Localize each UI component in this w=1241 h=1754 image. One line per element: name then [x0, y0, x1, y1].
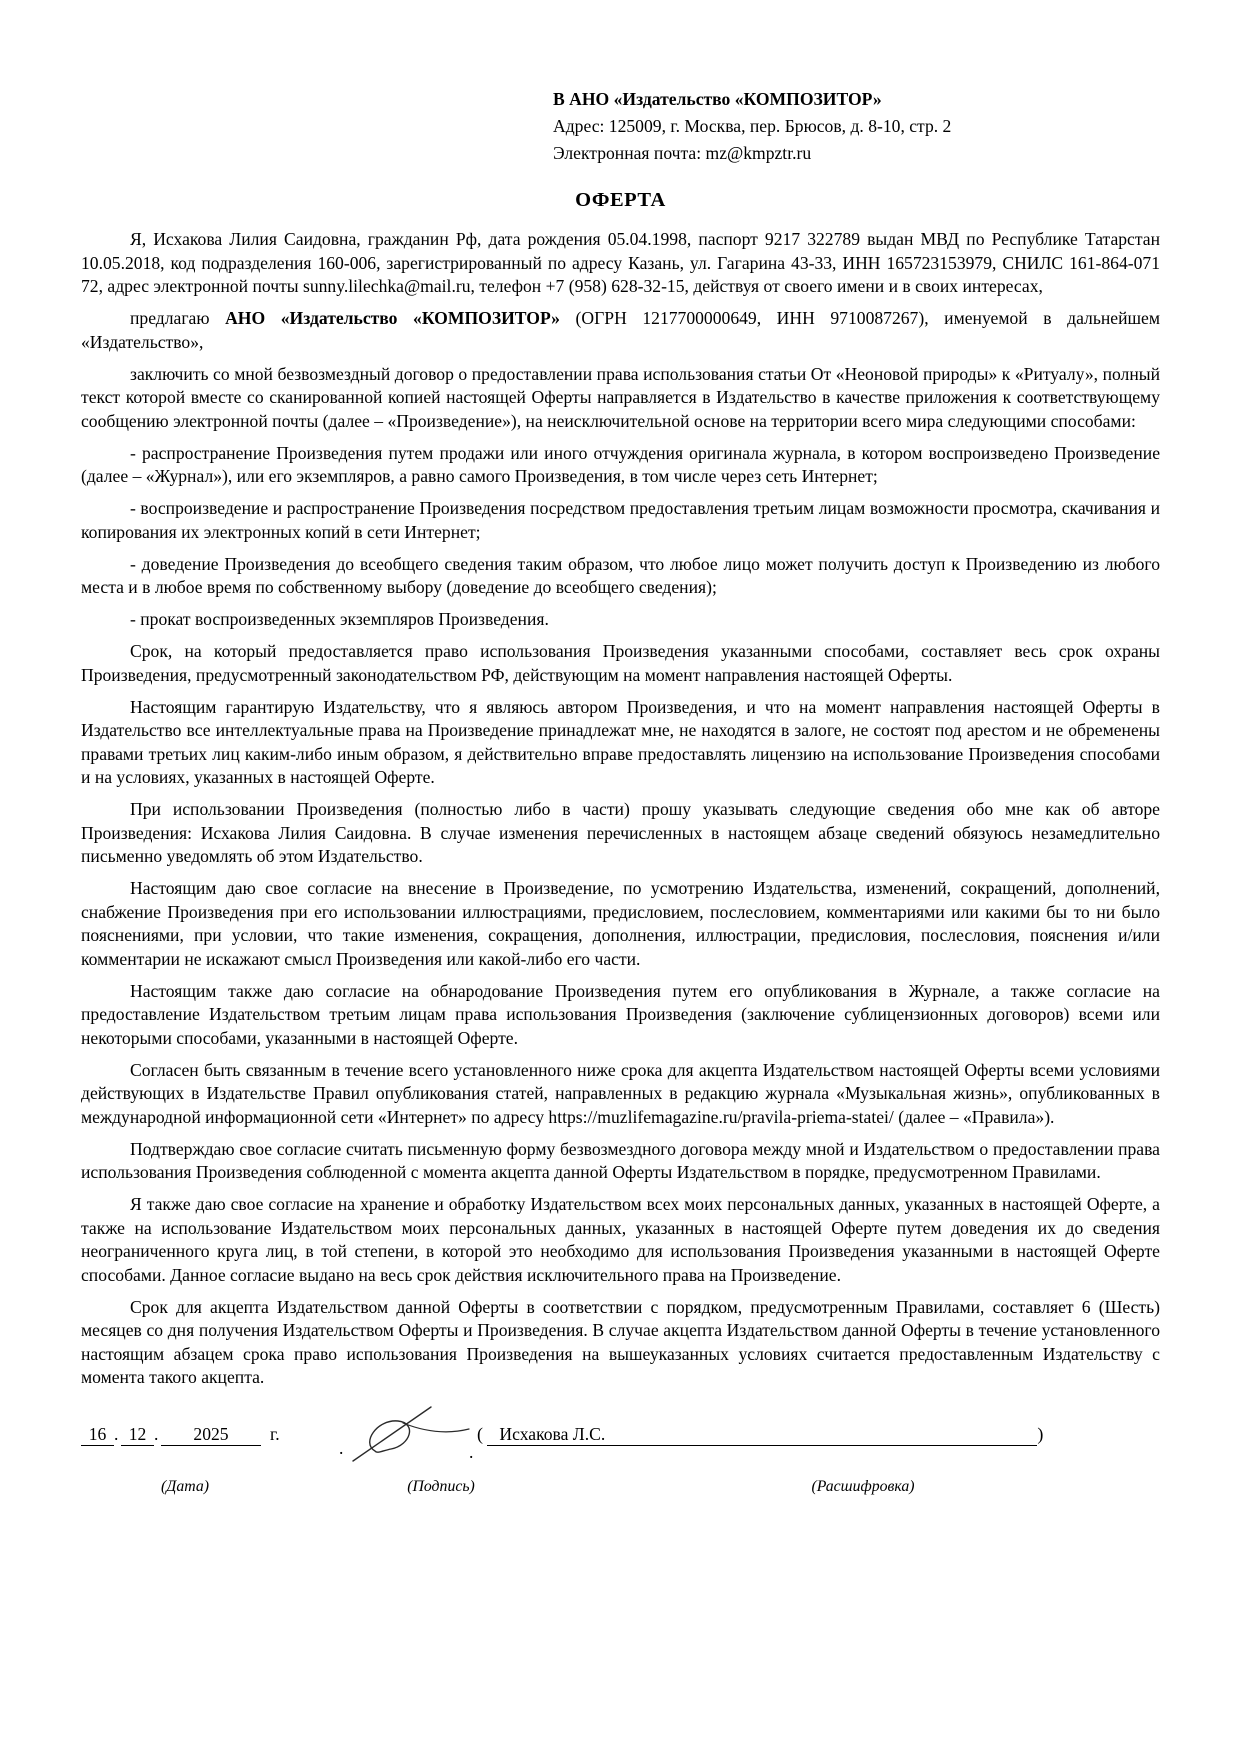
paragraph: [81, 798, 1160, 869]
date-field: [81, 1424, 280, 1446]
paragraph: [81, 877, 1160, 971]
open-paren: (: [477, 1423, 483, 1444]
paragraph-text: Настоящим гарантирую Издательству, что я являюсь автором Произведения, и что на момент направления настоящей Оферты в Издательство все интеллектуальные права на Произведение принадлежат мне, не находятся в залоге, не состоят под арестом и не обременены правами третьих лиц каким-либо иным образом, я действительно вправе предоставлять лицензию на использование Произведения способами и на условиях, указанных в настоящей Оферте.: [81, 696, 1160, 787]
document-body: [81, 228, 1160, 1390]
paragraph-text: При использовании Произведения (полностью либо в части) прошу указывать следующие сведения обо мне как об авторе Произведения: Исхакова Лилия Саидовна. В случае изменения перечисленных в настоящем абзаце сведений обязуюсь незамедлительно письменно уведомлять об этом Издательство.: [81, 799, 1160, 866]
label-date: (Дата): [161, 1477, 209, 1495]
paragraph-text: Настоящим также даю согласие на обнародование Произведения путем его опубликования в Журнале, а также согласие на предоставление Издательством третьим лицам права использования Произведения (заключение сублицензионных договоров) всеми или некоторыми способами, указанными в настоящей Оферте.: [81, 980, 1160, 1048]
paragraph: [81, 980, 1160, 1051]
paragraph: [81, 497, 1160, 544]
paragraph: [81, 1138, 1160, 1185]
date-year-blank: 2025: [161, 1424, 261, 1446]
paragraph: [81, 1296, 1160, 1390]
label-transcript: (Расшифровка): [811, 1477, 915, 1495]
recipient-email: Электронная почта: mz@kmpztr.ru: [553, 143, 812, 163]
paragraph-text: Подтверждаю свое согласие считать письменную форму безвозмездного договора между мной и Издательством о предоставлении права использования Произведения соблюденной с момента акцепта данной Оферты Издательством в порядке, предусмотренном Правилами.: [81, 1138, 1160, 1182]
paragraph-text: - прокат воспроизведенных экземпляров Произведения.: [130, 609, 549, 629]
paragraph-text: - доведение Произведения до всеобщего сведения таким образом, что любое лицо может получить доступ к Произведению из любого места и в любое время по собственному выбору (доведение до всеобщего сведения);: [81, 553, 1160, 597]
date-day-blank: 16: [81, 1424, 114, 1446]
paragraph: [81, 640, 1160, 687]
name-field: [477, 1424, 1043, 1446]
signature-scribble-icon: [351, 1402, 473, 1464]
close-paren: ): [1037, 1423, 1044, 1444]
signature-name-blank: Исхакова Л.С.: [487, 1424, 1037, 1446]
paragraph-text: Я также даю свое согласие на хранение и обработку Издательством всех моих персональных данных, указанных в настоящей Оферте, а также на использование Издательством моих персональных данных, указанных в настоящей Оферте путем доведения их до сведения неограниченного круга лиц, в той степени, в которой это необходимо для использования Произведения указанными в настоящей Оферте способами. Данное согласие выдано на весь срок действия исключительного права на Произведение.: [81, 1194, 1160, 1285]
date-separator: .: [114, 1423, 119, 1444]
paragraph: [81, 1193, 1160, 1287]
paragraph-text: Срок, на который предоставляется право использования Произведения указанными способами, составляет весь срок охраны Произведения, предусмотренный законодательством РФ, действующим на момент направления настоящей Оферты.: [81, 641, 1160, 685]
date-suffix: г.: [270, 1423, 280, 1444]
signature-section: [81, 1406, 1160, 1536]
paragraph-text: (ОГРН 1217700000649, ИНН 9710087267), именуемой в дальнейшем «Издательство»,: [81, 308, 1160, 352]
paragraph-text-bold: АНО «Издательство «КОМПОЗИТОР»: [225, 308, 560, 328]
paragraph: [81, 363, 1160, 434]
document-title: ОФЕРТА: [575, 189, 666, 211]
paragraph: [81, 553, 1160, 600]
signature-dot: .: [469, 1441, 474, 1462]
document-content: [81, 86, 1160, 1536]
recipient-block: [553, 86, 1160, 167]
date-month-blank: 12: [121, 1424, 154, 1446]
paragraph-text: Настоящим даю свое согласие на внесение в Произведение, по усмотрению Издательства, изменений, сокращений, дополнений, снабжение Произведения при его использовании иллюстрациями, предисловием, послесловием, комментариями или какими бы то ни было пояснениями, при условии, что такие изменения, сокращения, дополнения, иллюстрации, предисловия, послесловия, пояснения и/или комментарии не искажают смысл Произведения или какой-либо его части.: [81, 878, 1160, 969]
paragraph: [81, 307, 1160, 354]
paragraph-text: - воспроизведение и распространение Произведения посредством предоставления третьим лицам возможности просмотра, скачивания и копирования их электронных копий в сети Интернет;: [81, 498, 1160, 542]
paragraph-text: предлагаю: [130, 308, 226, 328]
recipient-name: В АНО «Издательство «КОМПОЗИТОР»: [553, 89, 882, 109]
paragraph: [81, 442, 1160, 489]
paragraph: [81, 1059, 1160, 1130]
paragraph: [81, 608, 1160, 632]
paragraph: [81, 696, 1160, 790]
paragraph-text: Срок для акцепта Издательством данной Оферты в соответствии с порядком, предусмотренным Правилами, составляет 6 (Шесть) месяцев со дня получения Издательством Оферты и Произведения. В случае акцепта Издательством данной Оферты в течение установленного настоящим абзацем срока право использования Произведения на вышеуказанных условиях считается предоставленным Издательству с момента такого акцепта.: [81, 1296, 1160, 1387]
signature-dot: .: [339, 1437, 344, 1458]
paragraph-text: Я, Исхакова Лилия Саидовна, гражданин Рф, дата рождения 05.04.1998, паспорт 9217 322789 выдан МВД по Республике Татарстан 10.05.2018, код подразделения 160-006, зарегистрированный по адресу Казань, ул. Гагарина 43-33, ИНН 165723153979, СНИЛС 161-864-071 72, адрес электронной почты sunny.lilechka@mail.ru, телефон +7 (958) 628-32-15, действуя от своего имени и в своих интересах,: [81, 229, 1160, 296]
paragraph-text: заключить со мной безвозмездный договор о предоставлении права использования статьи От «Неоновой природы» к «Ритуалу», полный текст которой вместе со сканированной копией настоящей Оферты направляется в Издательство в качестве приложения к соответствующему сообщению электронной почты (далее – «Произведение»), на неисключительной основе на территории всего мира следующими способами:: [81, 363, 1160, 431]
paragraph: [81, 228, 1160, 299]
label-signature: (Подпись): [407, 1477, 475, 1495]
paragraph-text: - распространение Произведения путем продажи или иного отчуждения оригинала журнала, в котором воспроизведено Произведение (далее – «Журнал»), или его экземпляров, а равно самого Произведения, в том числе через сеть Интернет;: [81, 442, 1160, 486]
recipient-address: Адрес: 125009, г. Москва, пер. Брюсов, д. 8-10, стр. 2: [553, 116, 952, 136]
paragraph-text: Согласен быть связанным в течение всего установленного ниже срока для акцепта Издательством настоящей Оферты всеми условиями действующих в Издательстве Правил опубликования статей, направленных в редакцию журнала «Музыкальная жизнь», опубликованных в международной информационной сети «Интернет» по адресу https://muzlifemagazine.ru/pravila-priema-statei/ (далее – «Правила»).: [81, 1059, 1160, 1127]
date-separator: .: [154, 1423, 159, 1444]
